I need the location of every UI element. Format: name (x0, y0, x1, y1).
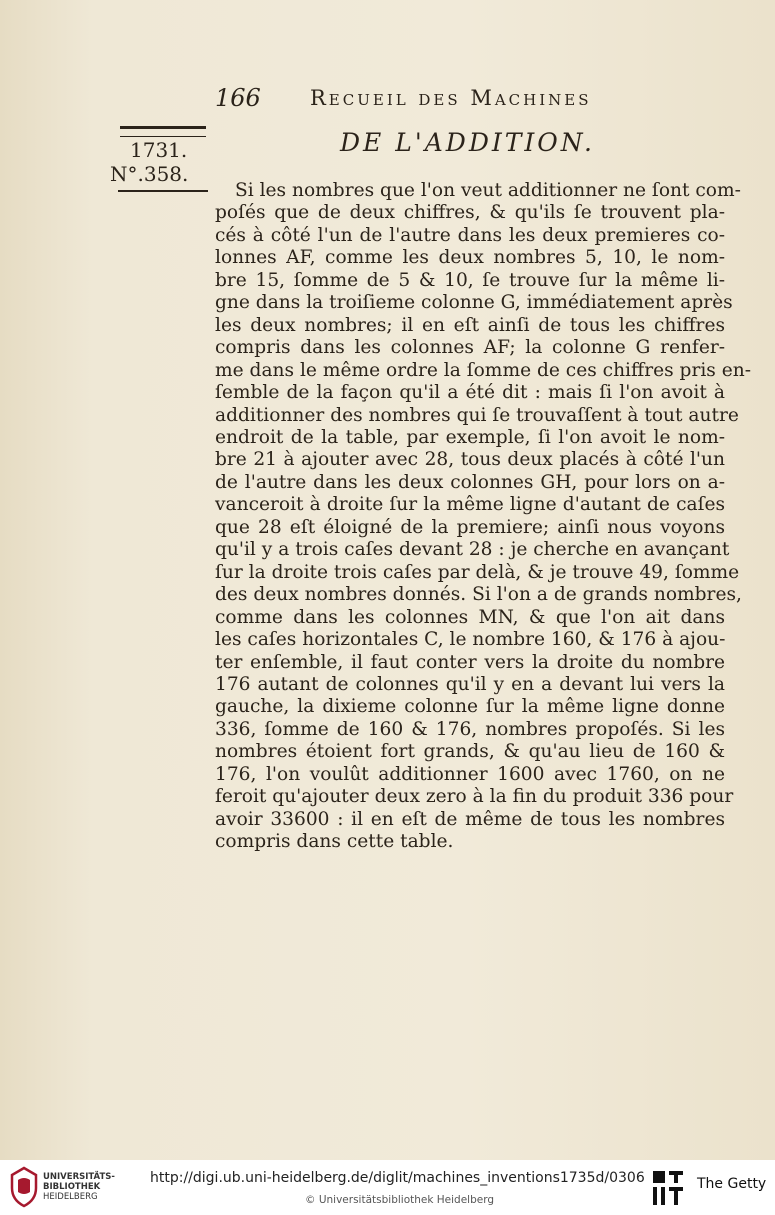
margin-number: N°.358. (110, 162, 189, 186)
text-line: 176, l'on voulût additionner 1600 avec 1760, on ne (215, 763, 725, 785)
text-line: compris dans cette table. (215, 831, 454, 853)
text-line: nombres étoient fort grands, & qu'au lieu de 160 & (215, 741, 725, 763)
body-text (215, 180, 752, 854)
permalink-url[interactable]: http://digi.ub.uni-heidelberg.de/diglit/machines_inventions1735d/0306 (150, 1170, 645, 1186)
getty-logo-icon (652, 1170, 684, 1206)
text-line: lonnes AF, comme les deux nombres 5, 10, le nom- (215, 247, 725, 269)
text-line: vanceroit à droite ſur la même ligne d'autant de caſes (215, 494, 725, 516)
text-line: additionner des nombres qui ſe trouvaſſent à tout autre (215, 404, 739, 426)
text-line: des deux nombres donnés. Si l'on a de grands nombres, (215, 584, 742, 606)
footer-bar (0, 1160, 775, 1215)
text-line: 336, ſomme de 160 & 176, nombres propoſés. Si les (215, 718, 725, 740)
library-name (43, 1172, 115, 1202)
page-number: 166 (215, 84, 261, 112)
text-line: gne dans la troiſieme colonne G, immédiatement après (215, 292, 733, 314)
text-line: endroit de la table, par exemple, ſi l'on avoit le nom- (215, 426, 725, 448)
library-name-line3: HEIDELBERG (43, 1192, 98, 1202)
university-library-logo-icon (10, 1166, 38, 1208)
text-line: qu'il y a trois caſes devant 28 : je cherche en avançant (215, 539, 730, 561)
text-line: bre 15, ſomme de 5 & 10, ſe trouve ſur la même li- (215, 269, 725, 291)
text-line: comme dans les colonnes MN, & que l'on ait dans (215, 606, 725, 628)
page-header (215, 84, 645, 120)
margin-note (110, 138, 215, 186)
text-line: ter enſemble, il faut conter vers la droite du nombre (215, 651, 725, 673)
text-line: bre 21 à ajouter avec 28, tous deux placés à côté l'un (215, 449, 725, 471)
text-line: Si les nombres que l'on veut additionner ne ſont com- (235, 180, 741, 201)
running-title: Recueil des Machines (310, 86, 592, 110)
text-line: ſemble de la façon qu'il a été dit : mais ſi l'on avoit à (215, 382, 725, 404)
text-line: les deux nombres; il en eſt ainſi de tous les chiffres (215, 314, 725, 336)
text-line: ſur la droite trois caſes par delà, & je trouve 49, ſomme (215, 561, 740, 583)
copyright-notice: © Universitätsbibliothek Heidelberg (305, 1194, 495, 1206)
text-line: feroit qu'ajouter deux zero à la fin du produit 336 pour (215, 786, 734, 808)
text-line: avoir 33600 : il en eſt de même de tous les nombres (215, 808, 725, 830)
text-line: les caſes horizontales C, le nombre 160, & 176 à ajou- (215, 629, 726, 651)
library-name-line2: BIBLIOTHEK (43, 1182, 101, 1192)
text-line: me dans le même ordre la ſomme de ces chiffres pris en- (215, 359, 752, 381)
text-line: 176 autant de colonnes qu'il y en a devant lui vers la (215, 673, 725, 695)
text-line: poſés que de deux chiffres, & qu'ils ſe trouvent pla- (215, 202, 725, 224)
library-name-line1: UNIVERSITÄTS- (43, 1172, 115, 1182)
margin-year: 1731. (130, 138, 188, 162)
margin-rule-bottom (118, 190, 208, 192)
text-line: de l'autre dans les deux colonnes GH, pour lors on a- (215, 471, 725, 493)
getty-name: The Getty (697, 1176, 767, 1192)
text-line: gauche, la dixieme colonne ſur la même ligne donne (215, 696, 725, 718)
text-line: compris dans les colonnes AF; la colonne G renfer- (215, 337, 725, 359)
section-title: DE L'ADDITION. (340, 128, 596, 157)
text-line: que 28 eſt éloigné de la premiere; ainſi nous voyons (215, 516, 725, 538)
margin-rule-top (120, 126, 206, 137)
text-line: cés à côté l'un de l'autre dans les deux premieres co- (215, 224, 725, 246)
